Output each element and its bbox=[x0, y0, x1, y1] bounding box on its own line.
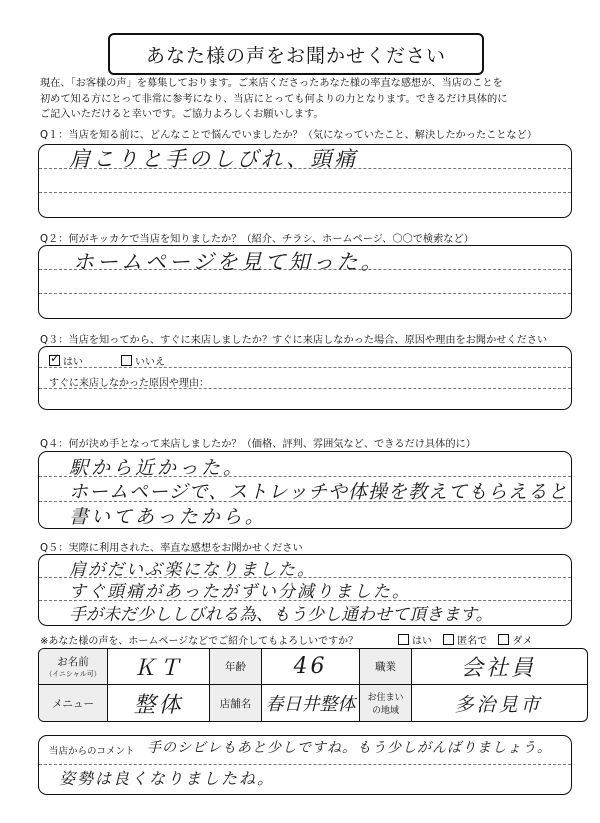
job-value: 会社員 bbox=[460, 656, 536, 681]
age-value: 46 bbox=[293, 654, 328, 679]
q2-question: Q２：何がキッカケで当店を知りましたか？（紹介、チラシ、ホームページ、〇〇で検索など） bbox=[40, 234, 474, 245]
store-comment-box bbox=[38, 735, 572, 795]
q3-yes-option[interactable] bbox=[49, 353, 83, 368]
intro-line: 現在、「お客様の声」を募集しております。ご来店くださったあなた様の率直な感想が、当店のことを bbox=[40, 78, 503, 89]
comment-label: 当店からのコメント bbox=[49, 746, 135, 757]
q1-question: Q１：当店を知る前に、どんなことで悩んでいましたか？（気になっていたこと、解決したかったことなど） bbox=[40, 130, 538, 141]
q2-answer: ホームページを見て知った。 bbox=[73, 250, 385, 274]
menu-label: メニュー bbox=[39, 685, 107, 721]
job-label: 職業 bbox=[360, 649, 411, 684]
checkbox-icon[interactable] bbox=[443, 634, 454, 645]
permission-yes-label: はい bbox=[412, 636, 432, 647]
q4-answer-box[interactable] bbox=[38, 451, 572, 529]
q3-no-label: いいえ bbox=[135, 357, 165, 368]
customer-info-table bbox=[38, 648, 588, 722]
form-title: あなた様の声をお聞かせください bbox=[108, 33, 484, 75]
q1-answer-box[interactable] bbox=[38, 144, 572, 218]
checkbox-icon[interactable] bbox=[121, 355, 132, 366]
permission-no-label: ダメ bbox=[512, 636, 533, 647]
store-value: 春日井整体 bbox=[265, 694, 356, 715]
q3-question: Q３：当店を知ってから、すぐに来店しましたか？すぐに来店しなかった場合、原因や理由をお聞かせください bbox=[40, 335, 548, 346]
q1-answer: 肩こりと手のしびれ、頭痛 bbox=[69, 147, 359, 171]
area-label: お住まいの地域 bbox=[360, 685, 411, 721]
q4-answer-line: ホームページで、ストレッチや体操を教えてもらえると bbox=[69, 481, 569, 503]
checkbox-icon[interactable] bbox=[398, 634, 409, 645]
menu-value: 整体 bbox=[133, 692, 184, 718]
store-label: 店舗名 bbox=[210, 685, 261, 721]
comment-line: 姿勢は良くなりましたね。 bbox=[59, 769, 276, 788]
name-label: お名前 bbox=[57, 656, 89, 668]
name-sub-label: （イニシャル可） bbox=[45, 670, 101, 678]
permission-no-option[interactable] bbox=[498, 636, 532, 647]
q3-no-option[interactable] bbox=[121, 353, 165, 368]
q5-answer-box[interactable] bbox=[38, 554, 572, 626]
age-label: 年齢 bbox=[210, 649, 261, 684]
q3-answer-box[interactable] bbox=[38, 346, 572, 410]
permission-options bbox=[398, 632, 532, 647]
q5-answer-line: 手が未だ少ししびれる為、もう少し通わせて頂きます。 bbox=[69, 605, 493, 625]
name-label-cell bbox=[39, 649, 107, 684]
permission-yes-option[interactable] bbox=[398, 636, 432, 647]
checkbox-icon[interactable] bbox=[498, 634, 509, 645]
intro-text bbox=[40, 76, 580, 123]
area-value: 多治見市 bbox=[454, 693, 543, 716]
q5-answer-line: すぐ頭痛があったがずい分減りました。 bbox=[69, 582, 411, 602]
q5-question: Q５：実際に利用された、率直な感想をお聞かせください bbox=[40, 543, 303, 554]
intro-line: 初めて知る方にとって非常に参考になり、当店にとっても何よりの力となります。できるだけ具体的に bbox=[40, 93, 508, 105]
permission-anonymous-option[interactable] bbox=[443, 636, 487, 647]
q2-answer-box[interactable] bbox=[38, 245, 572, 319]
comment-line: 手のシビレもあと少しですね。もう少しがんばりましょう。 bbox=[147, 740, 552, 756]
permission-anonymous-label: 匿名で bbox=[457, 636, 488, 647]
q3-yes-label: はい bbox=[63, 357, 83, 368]
intro-line: ご記入いただけると幸いです。ご協力よろしくお願いします。 bbox=[40, 109, 324, 120]
q4-answer-line: 書いてあったから。 bbox=[69, 506, 267, 528]
checkbox-checked-icon[interactable]: ✓ bbox=[50, 351, 61, 365]
q5-answer-line: 肩がだいぶ楽になりました。 bbox=[69, 560, 316, 580]
q3-reason-label: すぐに来店しなかった原因や理由： bbox=[49, 378, 209, 389]
q4-question: Q４：何が決め手となって来店しましたか？（価格、評判、雰囲気など、できるだけ具体的に） bbox=[40, 439, 476, 450]
q4-answer-line: 駅から近かった。 bbox=[69, 457, 246, 479]
name-value: ＫＴ bbox=[133, 656, 184, 681]
permission-question: ※あなた様の声を、ホームページなどでご紹介してもよろしいですか？ bbox=[40, 636, 359, 647]
